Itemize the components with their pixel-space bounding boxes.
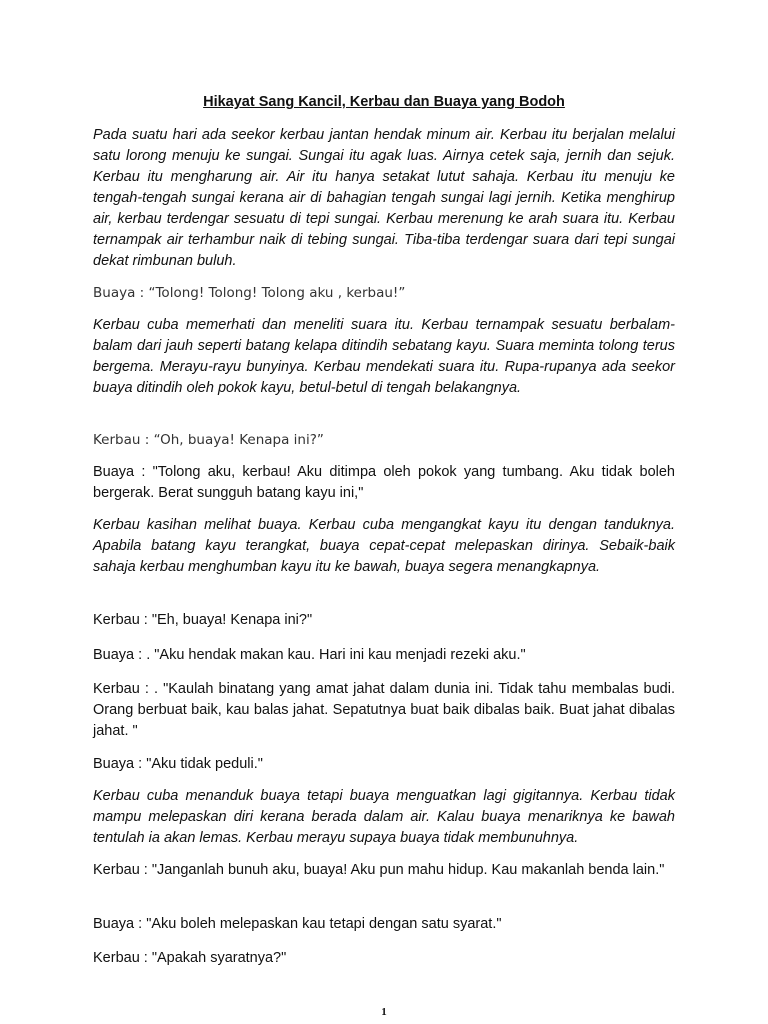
paragraph-narration-3: Kerbau kasihan melihat buaya. Kerbau cuba mengangkat kayu itu dengan tanduknya. Apabila batang kayu terangkat, buaya cepat-cepat melepaskan dirinya. Sebaik-baik sahaja kerbau menghumban kayu itu ke bawah, buaya segera menangkapnya. <box>93 517 675 575</box>
paragraph-dialogue-kerbau-5: Kerbau : "Apakah syaratnya?" <box>93 950 287 966</box>
paragraph-dialogue-buaya-2: Buaya : "Tolong aku, kerbau! Aku ditimpa oleh pokok yang tumbang. Aku tidak boleh bergerak. Berat sungguh batang kayu ini," <box>93 464 675 501</box>
paragraph-dialogue-buaya-3: Buaya : . "Aku hendak makan kau. Hari ini kau menjadi rezeki aku." <box>93 647 526 663</box>
paragraph-dialogue-buaya-5: Buaya : "Aku boleh melepaskan kau tetapi dengan satu syarat." <box>93 916 502 932</box>
page-number: 1 <box>381 1006 387 1018</box>
document-title: Hikayat Sang Kancil, Kerbau dan Buaya yang Bodoh <box>203 94 565 110</box>
paragraph-dialogue-kerbau-1: Kerbau : “Oh, buaya! Kenapa ini?” <box>93 432 324 448</box>
paragraph-dialogue-buaya-1: Buaya : “Tolong! Tolong! Tolong aku , kerbau!” <box>93 285 406 301</box>
paragraph-dialogue-buaya-4: Buaya : "Aku tidak peduli." <box>93 756 263 772</box>
paragraph-narration-1: Pada suatu hari ada seekor kerbau jantan hendak minum air. Kerbau itu berjalan melalui satu lorong menuju ke sungai. Sungai itu agak luas. Airnya cetek saja, jernih dan sejuk. Kerbau itu mengharung air. Air itu hanya setakat lutut sahaja. Kerbau itu menuju ke tengah-tengah sungai kerana air di bahagian tengah sungai lagi jernih. Ketika menghirup air, kerbau terdengar sesuatu di tepi sungai. Kerbau merenung ke arah suara itu. Kerbau ternampak air terhambur naik di tebing sungai. Tiba-tiba terdengar suara dari tepi sungai dekat rimbunan buluh. <box>93 127 675 269</box>
paragraph-dialogue-kerbau-4: Kerbau : "Janganlah bunuh aku, buaya! Aku pun mahu hidup. Kau makanlah benda lain." <box>93 862 665 878</box>
paragraph-narration-2: Kerbau cuba memerhati dan meneliti suara itu. Kerbau ternampak sesuatu berbalam-balam dari jauh seperti batang kelapa ditindih sebatang kayu. Suara meminta tolong terus bergema. Merayu-rayu bunyinya. Kerbau mendekati suara itu. Rupa-rupanya ada seekor buaya ditindih oleh pokok kayu, betul-betul di tengah belakangnya. <box>93 317 675 396</box>
paragraph-dialogue-kerbau-3: Kerbau : . "Kaulah binatang yang amat jahat dalam dunia ini. Tidak tahu membalas budi. Orang berbuat baik, kau balas jahat. Sepatutnya buat baik dibalas baik. Buat jahat dibalas jahat. " <box>93 681 675 739</box>
paragraph-narration-4: Kerbau cuba menanduk buaya tetapi buaya menguatkan lagi gigitannya. Kerbau tidak mampu melepaskan diri kerana berada dalam air. Kalau buaya menariknya ke bawah tentulah ia akan lemas. Kerbau merayu supaya buaya tidak membunuhnya. <box>93 788 675 846</box>
paragraph-dialogue-kerbau-2: Kerbau : "Eh, buaya! Kenapa ini?" <box>93 612 313 628</box>
